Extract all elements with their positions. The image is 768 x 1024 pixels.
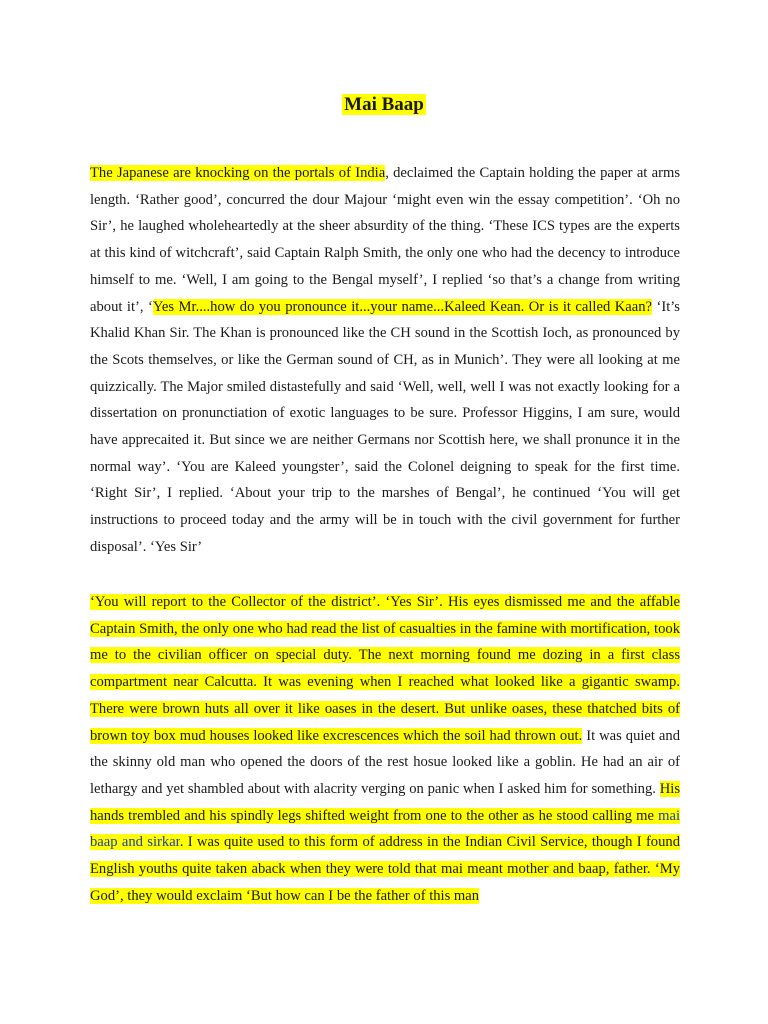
title-container (0, 93, 768, 117)
text-run: The Japanese are knocking on the portals of India (90, 165, 386, 181)
text-run: ‘You will report to the Collector of the district’. ‘Yes Sir’. His eyes dismissed me and the affable Captain Smith, the only one who had read the list of casualties in the famine with mortification, took me to the civilian officer on special duty. The next morning found me dozing in a first class compartment near Calcutta. It was evening when I reached what looked like a gigantic swamp. There were brown huts all over it like oases in the desert. But unlike oases, these thatched bits of brown toy box mud houses looked like excrescences which the soil had thrown out. (90, 594, 680, 744)
paragraph-1 (90, 160, 680, 561)
text-run: ‘It’s Khalid Khan Sir. The Khan is pronounced like the CH sound in the Scottish Ioch, as pronounced by the Scots themselves, or like the German sound of CH, as in Munich’. They were all looking at me quizzically. The Major smiled distastefully and said ‘Well, well, well I was not exactly looking for a dissertation on pronunctiation of exotic languages to be sure. Professor Higgins, I am sure, would have apprecaited it. But since we are neither Germans nor Scottish here, we shall pronunce it in the normal way’. ‘You are Kaleed youngster’, said the Colonel deigning to speak for the first time. ‘Right Sir’, I replied. ‘About your trip to the marshes of Bengal’, he continued ‘You will get instructions to proceed today and the army will be in touch with the civil government for further disposal’. ‘Yes Sir’ (90, 298, 680, 555)
text-run: His hands trembled and his spindly legs shifted weight from one to the other as he stood calling me (90, 780, 680, 824)
text-run: It was quiet and the skinny old man who opened the doors of the rest hosue looked like a goblin. He had an air of lethargy and yet shambled about with alacrity verging on panic when I asked him for something. (90, 727, 680, 797)
text-run-link-color: mai baap and sirkar (90, 807, 680, 851)
text-run: . I was quite used to this form of address in the Indian Civil Service, though I found English youths quite taken aback when they were told that mai meant mother and baap, father. ‘My God’, they would exclaim ‘But how can I be the father of this man (90, 834, 680, 904)
document-title: Mai Baap (344, 94, 424, 115)
paragraph-2 (90, 589, 680, 909)
text-run: Yes Mr....how do you pronounce it...your name...Kaleed Kean. Or is it called Kaan? (152, 298, 652, 315)
text-run: , declaimed the Captain holding the paper at arms length. ‘Rather good’, concurred the dour Majour ‘might even win the essay competition’. ‘Oh no Sir’, he laughed wholeheartedly at the sheer absurdity of the thing. ‘These ICS types are the experts at this kind of witchcraft’, said Captain Ralph Smith, the only one who had the decency to introduce himself to me. ‘Well, I am going to the Bengal myself’, I replied ‘so that’s a change from writing about it’, ‘ (90, 165, 680, 315)
